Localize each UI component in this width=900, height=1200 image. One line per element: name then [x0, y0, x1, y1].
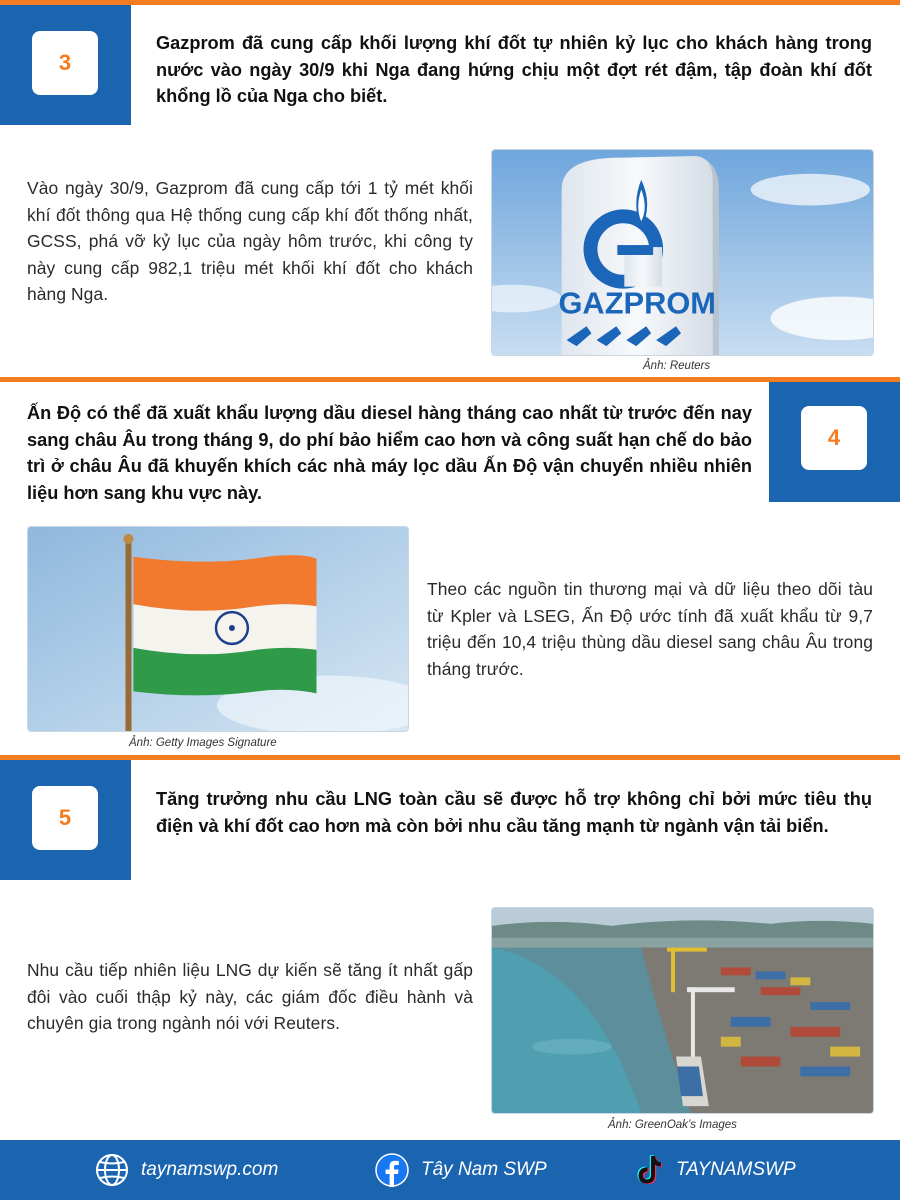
section-3-headline: Gazprom đã cung cấp khối lượng khí đốt tự nhiên kỷ lục cho khách hàng trong nước vào ngày 30/9 khi Nga đang hứng chịu một đợt rét đậm, tập đoàn khí đốt khổng lồ của Nga cho biết.: [156, 33, 872, 106]
footer-bar: [0, 1140, 900, 1200]
section-4-headline: Ấn Độ có thể đã xuất khẩu lượng dầu diesel hàng tháng cao nhất từ trước đến nay sang châu Âu trong tháng 9, do phí bảo hiểm cao hơn và công suất hạn chế do bảo trì ở châu Âu đã khuyến khích các nhà máy lọc dầu Ấn Độ vận chuyển nhiều nhiên liệu hơn sang khu vực này.: [27, 403, 752, 503]
section-4-body: Theo các nguồn tin thương mại và dữ liệu theo dõi tàu từ Kpler và LSEG, Ấn Độ ước tính đã xuất khẩu từ 9,7 triệu đến 10,4 triệu thùng dầu diesel sang châu Âu trong tháng trước.: [427, 579, 873, 679]
section-4-number: 4: [801, 406, 867, 470]
section-5-number-block: [0, 760, 131, 880]
section-4-number-block: [769, 382, 900, 502]
section-5-top-border: [0, 755, 900, 760]
globe-icon: [95, 1153, 129, 1187]
section-3-top-border: [0, 0, 900, 5]
section-5-number: 5: [32, 786, 98, 850]
section-5-photo-caption: Ảnh: GreenOak’s Images: [608, 1119, 737, 1131]
section-5-body: Nhu cầu tiếp nhiên liệu LNG dự kiến sẽ tăng ít nhất gấp đôi vào cuối thập kỷ này, các giám đốc điều hành và chuyên gia trong ngành nói với Reuters.: [27, 960, 473, 1033]
section-3-number-block: [0, 5, 131, 125]
section-3-photo-caption: Ảnh: Reuters: [643, 360, 711, 372]
section-5-headline: Tăng trưởng nhu cầu LNG toàn cầu sẽ được hỗ trợ không chỉ bởi mức tiêu thụ điện và khí đốt cao hơn mà còn bởi nhu cầu tăng mạnh từ ngành vận tải biển.: [156, 789, 872, 836]
tiktok-icon: [632, 1153, 664, 1187]
section-4-photo-caption: Ảnh: Getty Images Signature: [129, 737, 277, 749]
footer-tiktok[interactable]: [632, 1153, 796, 1187]
section-4-top-border: [0, 377, 900, 382]
section-4-photo: [27, 526, 409, 732]
footer-facebook[interactable]: [375, 1153, 547, 1187]
gazprom-logo-text: GAZPROM: [558, 285, 716, 321]
section-3-photo: [491, 149, 874, 356]
section-5-photo: [491, 907, 874, 1114]
footer-website-text: taynamswp.com: [141, 1159, 279, 1180]
section-3-body: Vào ngày 30/9, Gazprom đã cung cấp tới 1 tỷ mét khối khí đốt thông qua Hệ thống cung cấp khí đốt thống nhất, GCSS, phá vỡ kỷ lục của ngày hôm trước, khi công ty này cung cấp 982,1 triệu mét khối khí đốt cho khách hàng Nga.: [27, 178, 473, 304]
facebook-icon: [375, 1153, 409, 1187]
footer-tiktok-text: TAYNAMSWP: [676, 1159, 796, 1180]
footer-website[interactable]: [95, 1153, 278, 1187]
section-3-number: 3: [32, 31, 98, 95]
footer-facebook-text: Tây Nam SWP: [421, 1159, 547, 1180]
